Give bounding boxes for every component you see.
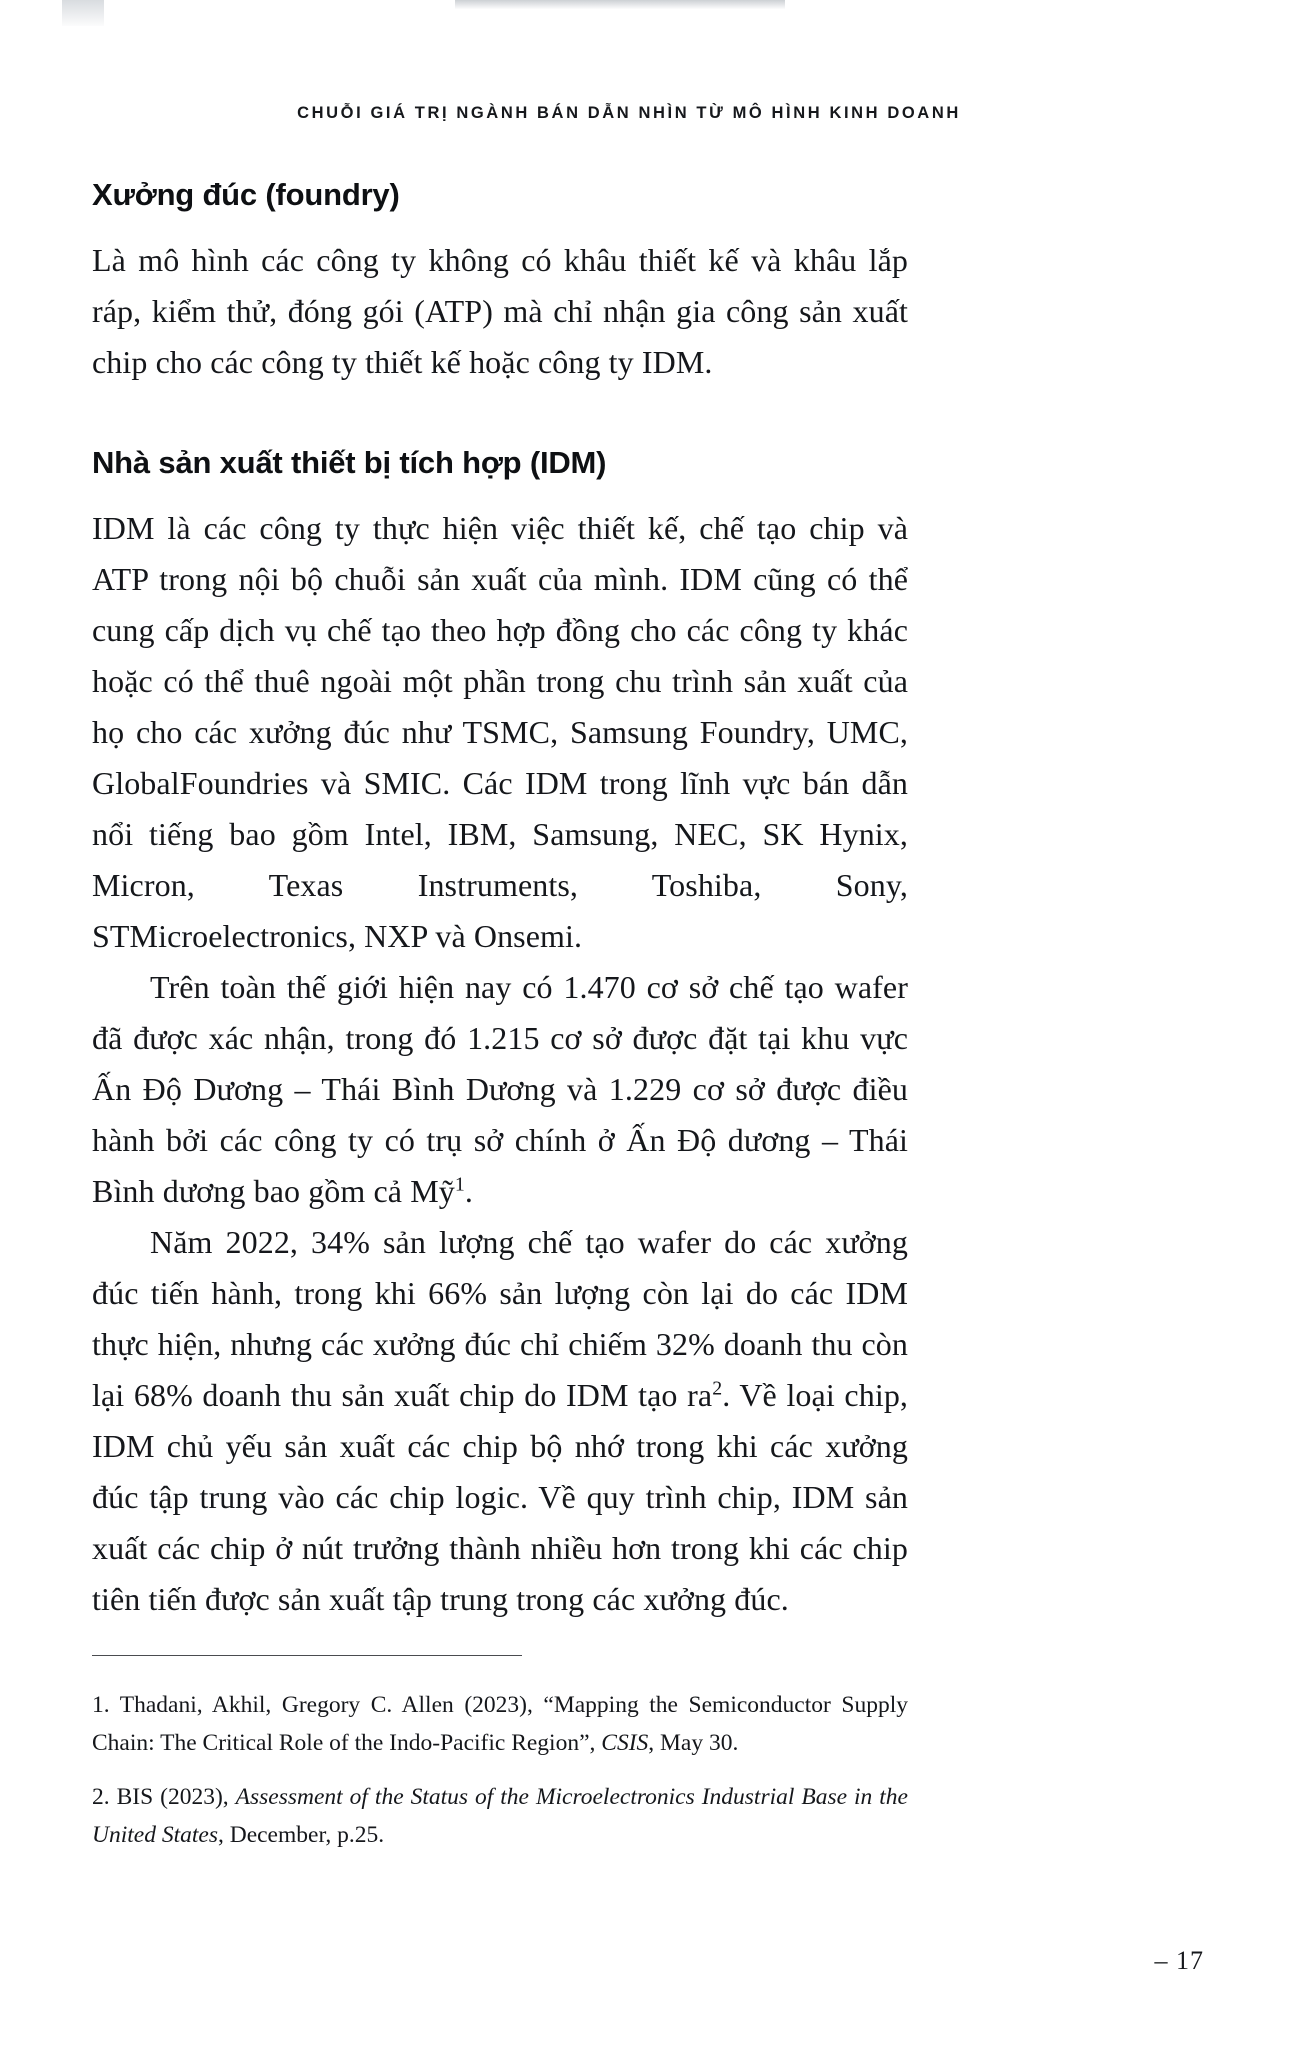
footnote-2 xyxy=(92,1778,908,1854)
paragraph-wafer-facilities xyxy=(92,962,908,1217)
heading-idm: Nhà sản xuất thiết bị tích hợp (IDM) xyxy=(92,445,607,481)
footnote-2-number: 2. xyxy=(92,1784,110,1810)
footnote-1 xyxy=(92,1686,908,1762)
footnote-1-text-after: , May 30. xyxy=(648,1730,739,1756)
footnote-2-title: Assessment of the Status of the Microelectronics Industrial Base in the United States xyxy=(92,1784,908,1848)
footnote-2-text-after: , December, p.25. xyxy=(217,1822,385,1848)
paragraph-wafer-facilities-tail: . xyxy=(464,1173,473,1210)
paragraph-wafer-facilities-text: Trên toàn thế giới hiện nay có 1.470 cơ sở chế tạo wafer đã được xác nhận, trong đó 1.215 cơ sở được đặt tại khu vực Ấn Độ Dương – Thái Bình Dương và 1.229 cơ sở được điều hành bởi các công ty có trụ sở chính ở Ấn Độ dương – Thái Bình dương bao gồm cả Mỹ xyxy=(92,969,908,1210)
footnote-1-text-before: Thadani, Akhil, Gregory C. Allen (2023), “Mapping the Semiconductor Supply Chain: The Critical Role of the Indo-Pacific Region”, xyxy=(92,1692,908,1756)
heading-foundry: Xưởng đúc (foundry) xyxy=(92,177,400,212)
footnote-reference-1[interactable]: 1 xyxy=(454,1173,465,1196)
footnotes-block xyxy=(92,1655,908,1870)
paragraph-foundry: Là mô hình các công ty không có khâu thiết kế và khâu lắp ráp, kiểm thử, đóng gói (ATP) mà chỉ nhận gia công sản xuất chip cho các công ty thiết kế hoặc công ty IDM. xyxy=(92,242,908,381)
footnote-1-source: CSIS xyxy=(601,1730,649,1756)
running-header: CHUỖI GIÁ TRỊ NGÀNH BÁN DẪN NHÌN TỪ MÔ HÌNH KINH DOANH xyxy=(297,104,961,122)
paragraph-2022-share-text: Năm 2022, 34% sản lượng chế tạo wafer do các xưởng đúc tiến hành, trong khi 66% sản lượng còn lại do các IDM thực hiện, nhưng các xưởng đúc chỉ chiếm 32% doanh thu còn lại 68% doanh thu sản xuất chip do IDM tạo ra xyxy=(92,1224,908,1414)
footnote-separator-rule xyxy=(92,1655,522,1656)
paragraph-2022-share xyxy=(92,1217,908,1625)
footnote-2-text-before: BIS (2023), xyxy=(109,1784,236,1810)
footnote-1-number: 1. xyxy=(92,1692,110,1718)
footnote-reference-2[interactable]: 2 xyxy=(712,1377,723,1400)
page-number: – 17 xyxy=(1154,1946,1204,1975)
page-content xyxy=(92,176,908,1625)
paragraph-idm-definition: IDM là các công ty thực hiện việc thiết kế, chế tạo chip và ATP trong nội bộ chuỗi sản xuất của mình. IDM cũng có thể cung cấp dịch vụ chế tạo theo hợp đồng cho các công ty khác hoặc có thể thuê ngoài một phần trong chu trình sản xuất của họ cho các xưởng đúc như TSMC, Samsung Foundry, UMC, GlobalFoundries và SMIC. Các IDM trong lĩnh vực bán dẫn nổi tiếng bao gồm Intel, IBM, Samsung, NEC, SK Hynix, Micron, Texas Instruments, Toshiba, Sony, STMicroelectronics, NXP và Onsemi. xyxy=(92,510,908,955)
paragraph-2022-share-tail: . Về loại chip, IDM chủ yếu sản xuất các chip bộ nhớ trong khi các xưởng đúc tập trung vào các chip logic. Về quy trình chip, IDM sản xuất các chip ở nút trưởng thành nhiều hơn trong khi các chip tiên tiến được sản xuất tập trung trong các xưởng đúc. xyxy=(92,1377,909,1618)
